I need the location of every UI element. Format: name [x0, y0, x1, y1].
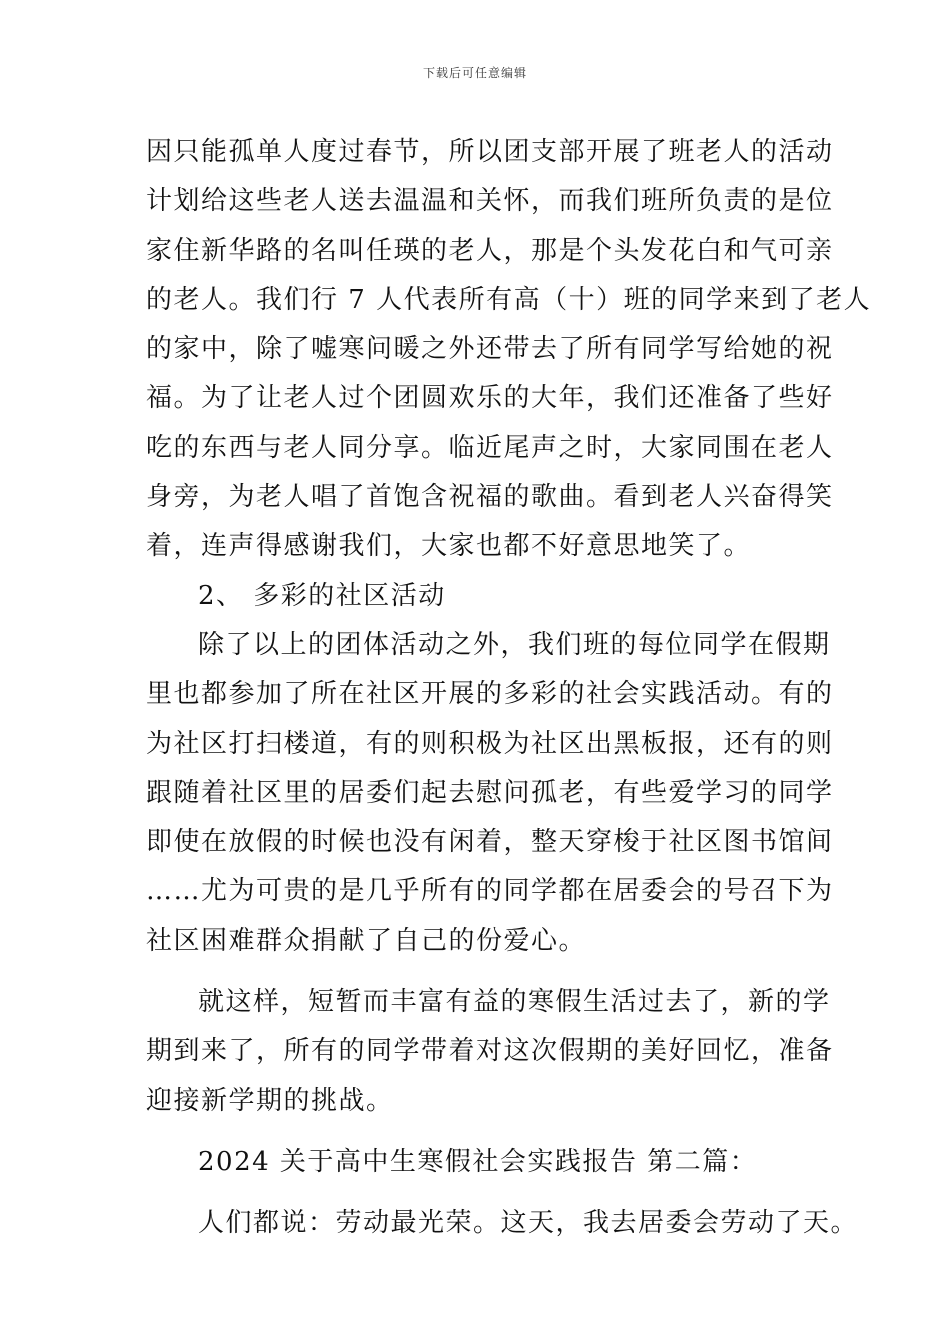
- paragraph-conclusion: [146, 978, 834, 1126]
- page-header: 下载后可任意编辑: [422, 66, 527, 80]
- chapter-first-line: 人们都说：劳动最光荣。这天，我去居委会劳动了天。: [198, 1208, 859, 1239]
- paragraph-line: 跟随着社区里的居委们起去慰问孤老，有些爱学习的同学: [146, 777, 834, 808]
- paragraph-community-activities: [146, 621, 834, 966]
- paragraph-line: 的家中，除了嘘寒问暖之外还带去了所有同学写给她的祝: [146, 334, 834, 365]
- paragraph-line: 着，连声得感谢我们，大家也都不好意思地笑了。: [146, 531, 752, 562]
- paragraph-line: 除了以上的团体活动之外，我们班的每位同学在假期: [198, 629, 831, 660]
- paragraph-line: 计划给这些老人送去温温和关怀，而我们班所负责的是位: [146, 186, 834, 217]
- paragraph-line: ……尤为可贵的是几乎所有的同学都在居委会的号召下为: [146, 876, 834, 907]
- paragraph-line: 期到来了，所有的同学带着对这次假期的美好回忆，准备: [146, 1036, 834, 1067]
- paragraph-line: 吃的东西与老人同分享。临近尾声之时，大家同围在老人: [146, 432, 834, 463]
- paragraph-line: 社区困难群众捐献了自己的份爱心。: [146, 925, 587, 956]
- paragraph-line: 就这样，短暂而丰富有益的寒假生活过去了，新的学: [198, 987, 831, 1018]
- paragraph-spacer: [146, 1187, 810, 1199]
- document-body: [146, 128, 872, 1249]
- section-heading: 2、 多彩的社区活动: [198, 580, 446, 611]
- paragraph-line: 身旁，为老人唱了首饱含祝福的歌曲。看到老人兴奋得笑: [146, 482, 834, 513]
- paragraph-spacer: [146, 966, 810, 978]
- paragraph-line: 因只能孤单人度过春节，所以团支部开展了班老人的活动: [146, 137, 834, 167]
- paragraph-line: 迎接新学期的挑战。: [146, 1085, 394, 1116]
- paragraph-line: 里也都参加了所在社区开展的多彩的社会实践活动。有的: [146, 679, 834, 710]
- paragraph-line: 即使在放假的时候也没有闲着，整天穿梭于社区图书馆间: [146, 827, 834, 858]
- paragraph-visit-elderly: [146, 128, 872, 572]
- paragraph-spacer: [146, 1126, 810, 1138]
- paragraph-line: 家住新华路的名叫任瑛的老人，那是个头发花白和气可亲: [146, 235, 834, 266]
- chapter-title: 2024 关于高中生寒假社会实践报告 第二篇：: [198, 1146, 758, 1177]
- paragraph-line: 的老人。我们行 7 人代表所有高（十）班的同学来到了老人: [146, 284, 872, 315]
- paragraph-line: 福。为了让老人过个团圆欢乐的大年，我们还准备了些好: [146, 383, 834, 414]
- paragraph-line: 为社区打扫楼道，有的则积极为社区出黑板报，还有的则: [146, 728, 834, 759]
